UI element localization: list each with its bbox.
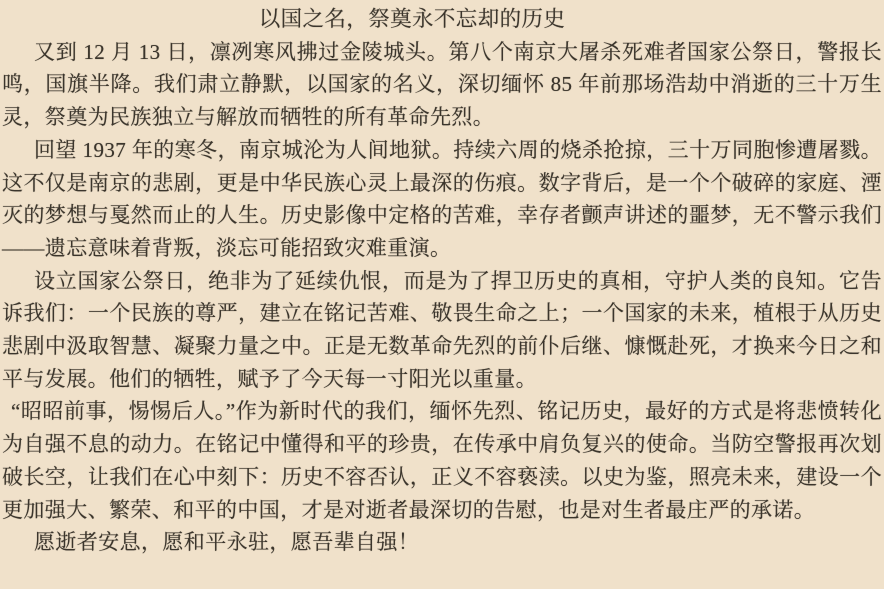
paragraph-3: 设立国家公祭日，绝非为了延续仇恨，而是为了捍卫历史的真相，守护人类的良知。它告诉我们：一个民族的尊严，建立在铭记苦难、敬畏生命之上；一个国家的未来，植根于从历史悲剧中汲取智慧、凝聚力量之中。正是无数革命先烈的前仆后继、慷慨赴死，才换来今日之和平与发展。他们的牺牲，赋予了今天每一寸阳光以重量。: [2, 268, 882, 391]
paragraph-1: 又到 12 月 13 日，凛冽寒风拂过金陵城头。第八个南京大屠杀死难者国家公祭日，警报长鸣，国旗半降。我们肃立静默，以国家的名义，深切缅怀 85 年前那场浩劫中消逝的三十万生灵，祭奠为民族独立与解放而牺牲的所有革命先烈。: [2, 39, 882, 130]
paragraph-4: “昭昭前事，惕惕后人。”作为新时代的我们，缅怀先烈、铭记历史，最好的方式是将悲愤转化为自强不息的动力。在铭记中懂得和平的珍贵，在传承中肩负复兴的使命。当防空警报再次划破长空，让我们在心中刻下：历史不容否认，正义不容亵渎。以史为鉴，照亮未来，建设一个更加强大、繁荣、和平的中国，才是对逝者最深切的告慰，也是对生者最庄严的承诺。: [2, 399, 882, 522]
paragraph-2: 回望 1937 年的寒冬，南京城沦为人间地狱。持续六周的烧杀抢掠，三十万同胞惨遭屠戮。这不仅是南京的悲剧，更是中华民族心灵上最深的伤痕。数字背后，是一个个破碎的家庭、湮灭的梦想与戛然而止的人生。历史影像中定格的苦难，幸存者颤声讲述的噩梦，无不警示我们——遗忘意味着背叛，淡忘可能招致灾难重演。: [2, 137, 882, 260]
paragraph-5: 愿逝者安息，愿和平永驻，愿吾辈自强！: [34, 530, 420, 555]
page-title: 以国之名，祭奠永不忘却的历史: [258, 7, 566, 31]
